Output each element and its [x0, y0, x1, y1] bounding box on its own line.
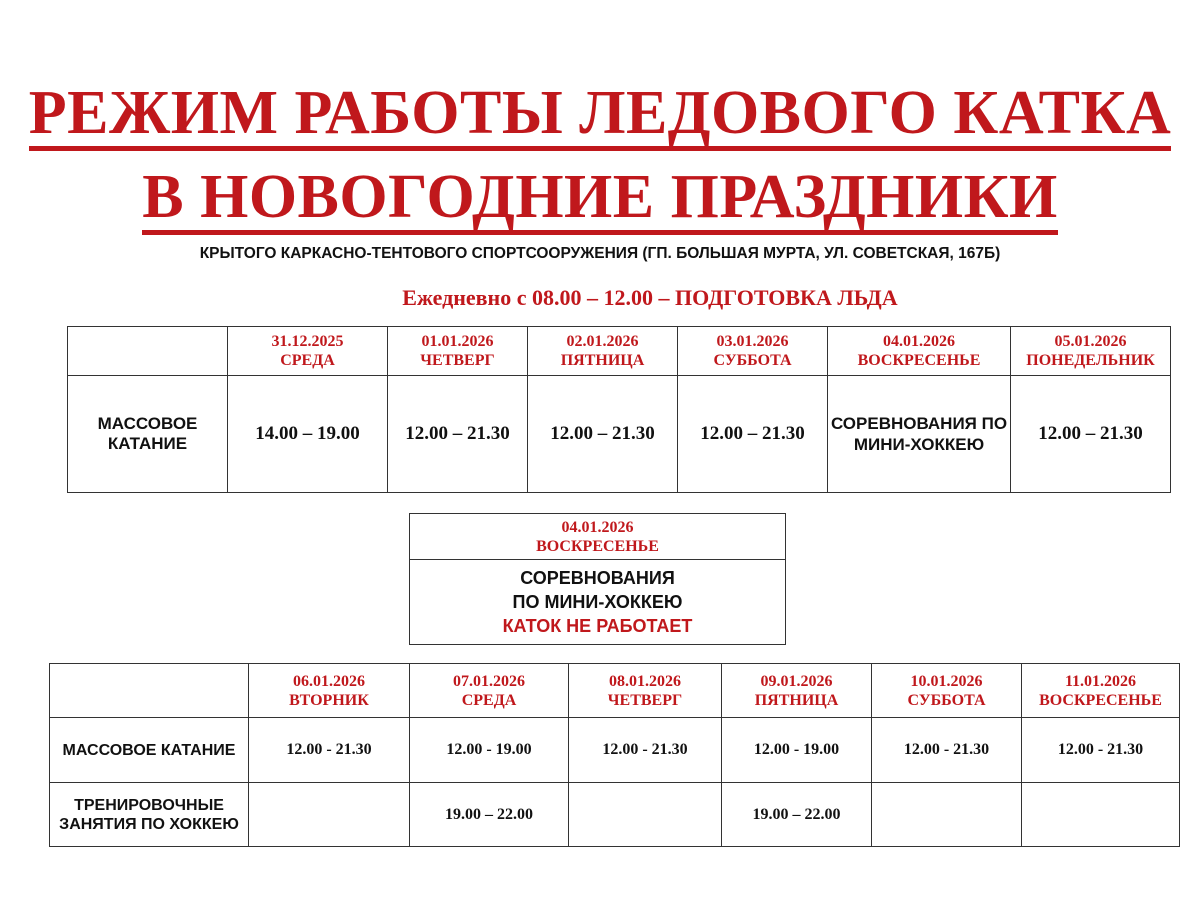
day-header: 09.01.2026 ПЯТНИЦА [722, 664, 872, 718]
ice-preparation-note: Ежедневно с 08.00 – 12.00 – ПОДГОТОВКА ЛЬДА [402, 285, 898, 310]
page-title-line-1: РЕЖИМ РАБОТЫ ЛЕДОВОГО КАТКА [0, 82, 1200, 151]
day-header: 02.01.2026 ПЯТНИЦА [528, 327, 678, 376]
schedule-cell: 14.00 – 19.00 [228, 376, 388, 493]
page-title-line-2: В НОВОГОДНИЕ ПРАЗДНИКИ [0, 166, 1200, 235]
schedule-table-2 [49, 663, 1180, 847]
row-label-hockey-training: ТРЕНИРОВОЧНЫЕ ЗАНЯТИЯ ПО ХОККЕЮ [50, 783, 249, 847]
row-label-public-skating: МАССОВОЕ КАТАНИЕ [50, 718, 249, 783]
schedule-cell: 12.00 - 19.00 [410, 718, 569, 783]
row-label-public-skating: МАССОВОЕ КАТАНИЕ [68, 376, 228, 493]
competition-notice: СОРЕВНОВАНИЯ ПО МИНИ-ХОККЕЮ КАТОК НЕ РАБОТАЕТ [410, 560, 786, 645]
schedule-cell: 19.00 – 22.00 [722, 783, 872, 847]
day-header: 08.01.2026 ЧЕТВЕРГ [569, 664, 722, 718]
schedule-cell: 12.00 - 21.30 [249, 718, 410, 783]
day-header: 11.01.2026 ВОСКРЕСЕНЬЕ [1022, 664, 1180, 718]
schedule-cell [569, 783, 722, 847]
schedule-cell: 12.00 - 21.30 [1022, 718, 1180, 783]
schedule-cell: 19.00 – 22.00 [410, 783, 569, 847]
schedule-cell [872, 783, 1022, 847]
schedule-cell: 12.00 – 21.30 [678, 376, 828, 493]
competition-cell: СОРЕВНОВАНИЯ ПО МИНИ-ХОККЕЮ [828, 376, 1011, 493]
day-header: 05.01.2026 ПОНЕДЕЛЬНИК [1011, 327, 1171, 376]
schedule-cell: 12.00 - 19.00 [722, 718, 872, 783]
day-header: 03.01.2026 СУББОТА [678, 327, 828, 376]
schedule-cell: 12.00 – 21.30 [388, 376, 528, 493]
schedule-table-1 [67, 326, 1171, 493]
rink-closed-note: КАТОК НЕ РАБОТАЕТ [502, 616, 693, 636]
day-header: 10.01.2026 СУББОТА [872, 664, 1022, 718]
day-header: 07.01.2026 СРЕДА [410, 664, 569, 718]
schedule-cell: 12.00 – 21.30 [528, 376, 678, 493]
schedule-cell: 12.00 – 21.30 [1011, 376, 1171, 493]
schedule-cell [1022, 783, 1180, 847]
schedule-cell: 12.00 - 21.30 [872, 718, 1022, 783]
schedule-cell: 12.00 - 21.30 [569, 718, 722, 783]
venue-subtitle: КРЫТОГО КАРКАСНО-ТЕНТОВОГО СПОРТСООРУЖЕНИЯ (ГП. БОЛЬШАЯ МУРТА, УЛ. СОВЕТСКАЯ, 167Б) [199, 245, 1001, 262]
day-header: 04.01.2026 ВОСКРЕСЕНЬЕ [410, 514, 786, 560]
day-header: 04.01.2026 ВОСКРЕСЕНЬЕ [828, 327, 1011, 376]
schedule-cell [249, 783, 410, 847]
day-header: 31.12.2025 СРЕДА [228, 327, 388, 376]
competition-notice-table [409, 513, 786, 645]
day-header: 01.01.2026 ЧЕТВЕРГ [388, 327, 528, 376]
header-empty-cell [50, 664, 249, 718]
header-empty-cell [68, 327, 228, 376]
day-header: 06.01.2026 ВТОРНИК [249, 664, 410, 718]
